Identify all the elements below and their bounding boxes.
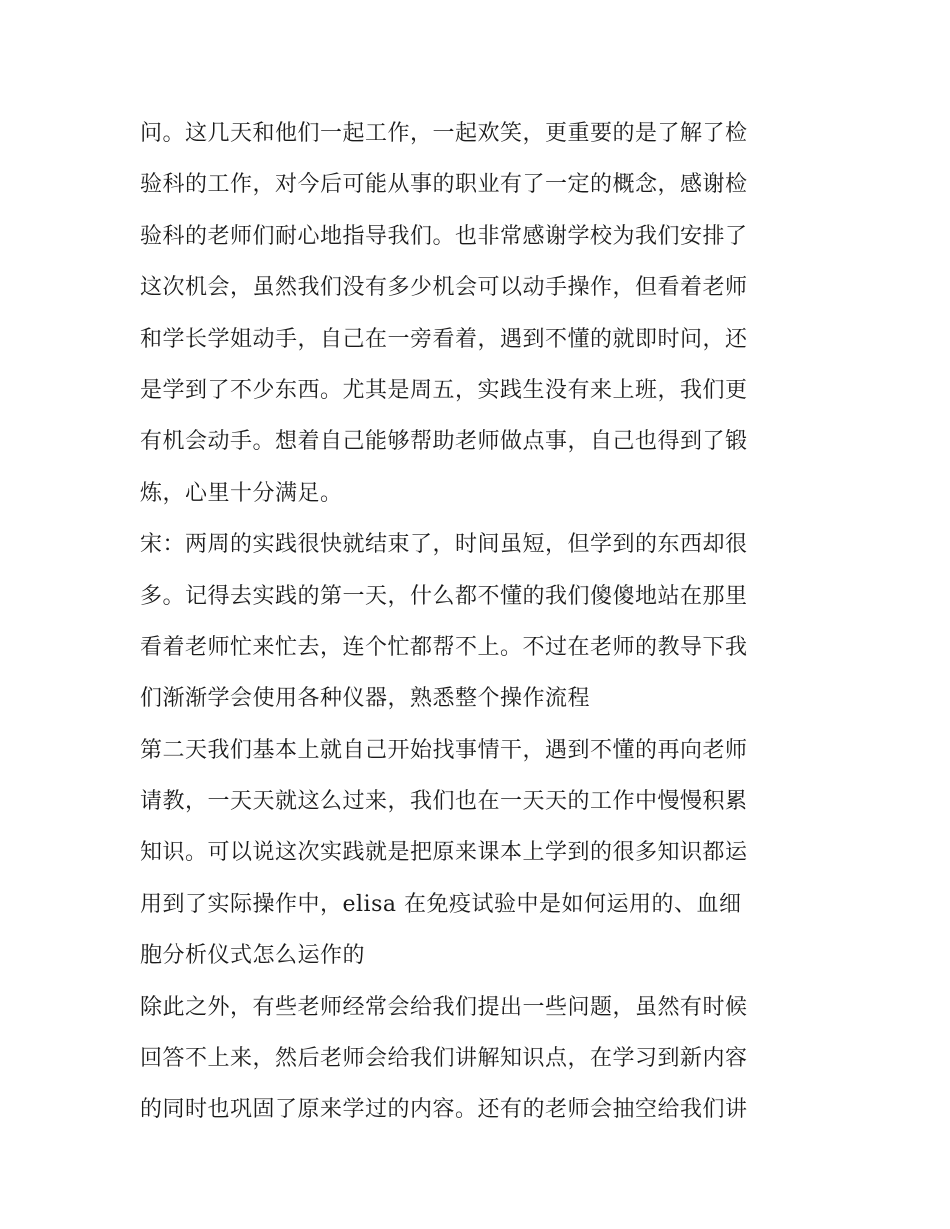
text-line: 多。记得去实践的第一天，什么都不懂的我们傻傻地站在那里 xyxy=(140,583,748,609)
text-line: 回答不上来，然后老师会给我们讲解知识点，在学习到新内容 xyxy=(140,1046,748,1072)
text-line: 是学到了不少东西。尤其是周五，实践生没有来上班，我们更 xyxy=(140,377,748,403)
body-text xyxy=(140,108,830,1136)
text-line: 第二天我们基本上就自己开始找事情干，遇到不懂的再向老师 xyxy=(140,737,748,763)
text-line: 们渐渐学会使用各种仪器，熟悉整个操作流程 xyxy=(140,686,591,712)
text-line: 胞分析仪式怎么运作的 xyxy=(140,943,366,969)
text-line: 有机会动手。想着自己能够帮助老师做点事，自己也得到了锻 xyxy=(140,429,748,455)
text-line: 问。这几天和他们一起工作，一起欢笑，更重要的是了解了检 xyxy=(140,121,748,146)
text-line: 的同时也巩固了原来学过的内容。还有的老师会抽空给我们讲 xyxy=(140,1097,748,1123)
text-line: 知识。可以说这次实践就是把原来课本上学到的很多知识都运 xyxy=(140,840,748,866)
text-line: 用到了实际操作中，elisa 在免疫试验中是如何运用的、血细 xyxy=(140,891,742,917)
text-line: 这次机会，虽然我们没有多少机会可以动手操作，但看着老师 xyxy=(140,275,748,301)
text-line: 和学长学姐动手，自己在一旁看着，遇到不懂的就即时问，还 xyxy=(140,326,748,352)
text-line: 炼，心里十分满足。 xyxy=(140,480,343,506)
text-line: 除此之外，有些老师经常会给我们提出一些问题，虽然有时候 xyxy=(140,994,748,1020)
text-line: 验科的老师们耐心地指导我们。也非常感谢学校为我们安排了 xyxy=(140,223,748,249)
text-line: 看着老师忙来忙去，连个忙都帮不上。不过在老师的教导下我 xyxy=(140,634,748,660)
text-line: 验科的工作，对今后可能从事的职业有了一定的概念，感谢检 xyxy=(140,172,748,198)
text-line: 请教，一天天就这么过来，我们也在一天天的工作中慢慢积累 xyxy=(140,789,748,815)
text-line: 宋：两周的实践很快就结束了，时间虽短，但学到的东西却很 xyxy=(140,532,748,558)
